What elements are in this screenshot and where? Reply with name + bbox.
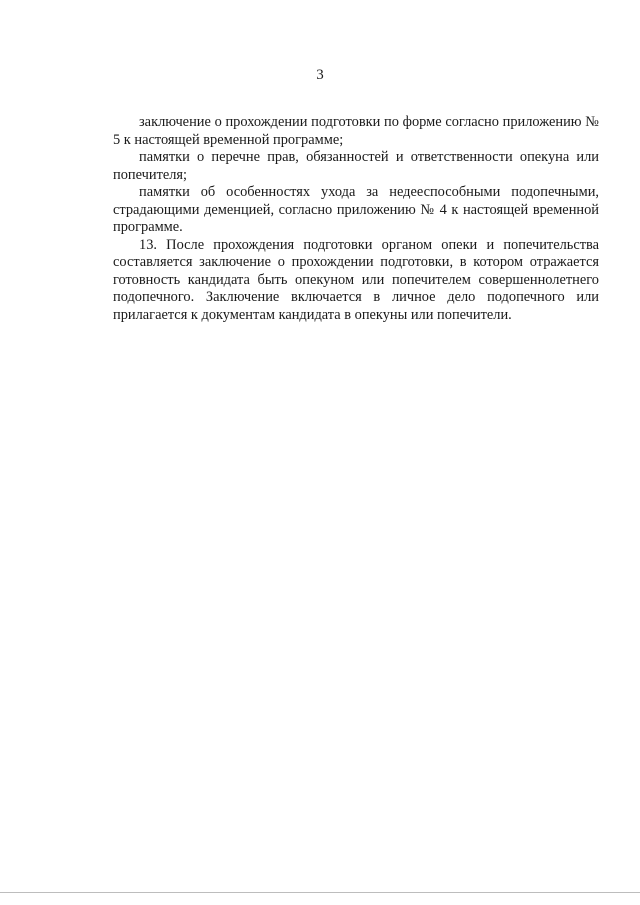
paragraph-section-13: 13. После прохождения подготовки органом опеки и попечительства составляется заключение о прохождении подготовки, в котором отражается готовность кандидата быть опекуном или попечителем совершеннолетнего подопечного. Заключение включается в личное дело подопечного или прилагается к документам кандидата в опекуны или попечители.	[113, 236, 599, 323]
paragraph-dementia-memo-item: памятки об особенностях ухода за недееспособными подопечными, страдающими деменцией, согласно приложению № 4 к настоящей временной программе.	[113, 184, 599, 235]
paragraph-rights-memo-item: памятки о перечне прав, обязанностей и ответственности опекуна или попечителя;	[113, 149, 599, 183]
paragraph-conclusion-item: заключение о прохождении подготовки по форме согласно приложению № 5 к настоящей временной программе;	[113, 114, 599, 148]
scan-bottom-edge-divider	[0, 892, 640, 893]
page-number: 3	[316, 67, 324, 83]
document-body	[113, 114, 599, 324]
